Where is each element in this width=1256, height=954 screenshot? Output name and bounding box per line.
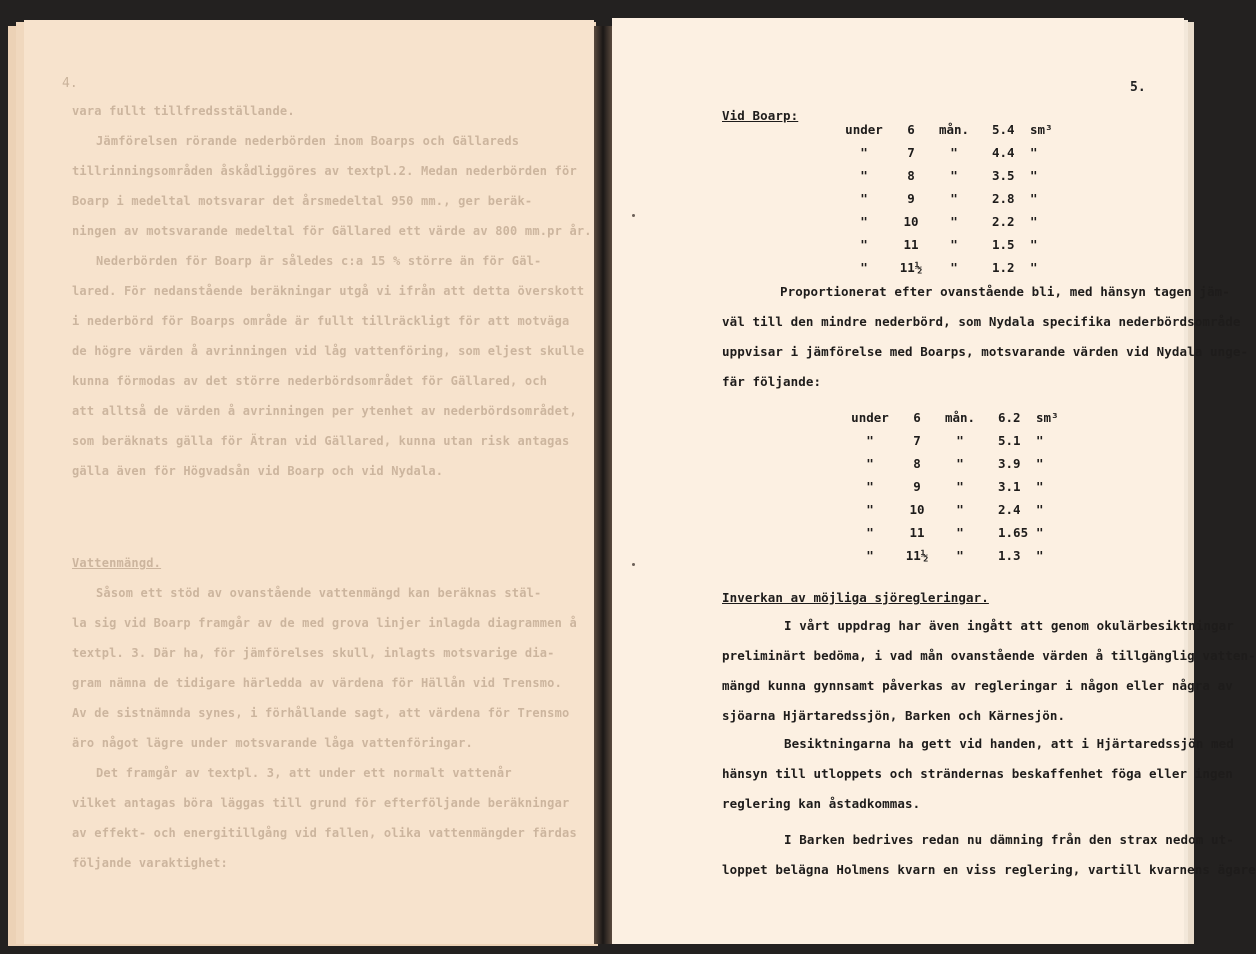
left-page-line: att alltså de värden å avrinningen per ytenhet av nederbördsområdet,	[72, 404, 577, 418]
paragraph-line: väl till den mindre nederbörd, som Nydala specifika nederbördsområde	[722, 314, 1241, 329]
punch-hole-mark	[632, 563, 635, 566]
left-page-line: av effekt- och energitillgång vid fallen, olika vattenmängder färdas	[72, 826, 577, 840]
left-page-line: Nederbörden för Boarp är således c:a 15 % större än för Gäl-	[96, 254, 542, 268]
table-cell: 3.1	[998, 479, 1021, 494]
table-cell: sm³	[1036, 410, 1059, 425]
left-page-line: Boarp i medeltal motsvarar det årsmedeltal 950 mm., ger beräk-	[72, 194, 533, 208]
table-cell: "	[866, 456, 874, 471]
table-cell: 8	[907, 168, 915, 183]
left-page-line: ningen av motsvarande medeltal för Gällared ett värde av 800 mm.pr år.	[72, 224, 592, 238]
table-cell: "	[956, 456, 964, 471]
left-page-line: Vattenmängd.	[72, 556, 162, 570]
table-cell: "	[950, 145, 958, 160]
left-page-line: Såsom ett stöd av ovanstående vattenmängd kan beräknas stäl-	[96, 586, 542, 600]
left-page-line: la sig vid Boarp framgår av de med grova linjer inlagda diagrammen å	[72, 616, 577, 630]
table-cell: "	[1030, 237, 1038, 252]
table-cell: "	[950, 260, 958, 275]
section-title-sjoregleringar: Inverkan av möjliga sjöregleringar.	[722, 590, 989, 605]
table-cell: "	[1030, 214, 1038, 229]
table-cell: 2.8	[992, 191, 1015, 206]
left-page-line: tillrinningsområden åskådliggöres av textpl.2. Medan nederbörden för	[72, 164, 577, 178]
table-cell: "	[1030, 145, 1038, 160]
left-page-line: Det framgår av textpl. 3, att under ett normalt vattenår	[96, 766, 512, 780]
table-cell: "	[866, 433, 874, 448]
paragraph-line: reglering kan åstadkommas.	[722, 796, 921, 811]
paragraph-line: fär följande:	[722, 374, 822, 389]
table-cell: 1.65	[998, 525, 1029, 540]
table-cell: "	[860, 191, 868, 206]
left-page-line: gälla även för Högvadsån vid Boarp och vid Nydala.	[72, 464, 444, 478]
right-page-number: 5.	[1130, 80, 1146, 95]
table-cell: 11	[903, 237, 919, 252]
table-cell: "	[860, 237, 868, 252]
section-title-vid-boarp: Vid Boarp:	[722, 108, 799, 123]
table-cell: "	[956, 525, 964, 540]
table-cell: "	[866, 548, 874, 563]
left-page-line: kunna förmodas av det större nederbördsområdet för Gällared, och	[72, 374, 548, 388]
table-cell: "	[1036, 525, 1044, 540]
table-cell: "	[950, 168, 958, 183]
table-cell: 8	[913, 456, 921, 471]
paragraph-line: preliminärt bedöma, i vad mån ovanstående värden å tillgänglig vatten-	[722, 648, 1256, 663]
table-cell: 10	[903, 214, 919, 229]
paragraph-line: I Barken bedrives redan nu dämning från den strax nedom ut-	[784, 832, 1234, 847]
table-cell: "	[866, 479, 874, 494]
table-cell: 5.4	[992, 122, 1015, 137]
paragraph-line: hänsyn till utloppets och strändernas beskaffenhet föga eller ingen	[722, 766, 1233, 781]
left-page-line: gram nämna de tidigare härledda av värdena för Hällån vid Trensmo.	[72, 676, 563, 690]
left-page-line: vilket antagas böra läggas till grund för efterföljande beräkningar	[72, 796, 570, 810]
paragraph-line: sjöarna Hjärtaredssjön, Barken och Kärnesjön.	[722, 708, 1066, 723]
left-page-line: följande varaktighet:	[72, 856, 228, 870]
table-cell: "	[956, 548, 964, 563]
table-cell: 1.5	[992, 237, 1015, 252]
table-cell: "	[860, 260, 868, 275]
book-spine	[594, 26, 612, 944]
table-cell: "	[950, 237, 958, 252]
table-cell: 11½	[905, 548, 929, 563]
table-cell: sm³	[1030, 122, 1053, 137]
paragraph-line: mängd kunna gynnsamt påverkas av regleringar i någon eller några av	[722, 678, 1233, 693]
table-cell: 11	[909, 525, 925, 540]
table-cell: "	[956, 479, 964, 494]
table-cell: 11½	[899, 260, 923, 275]
table-cell: 7	[907, 145, 915, 160]
table-cell: 3.9	[998, 456, 1021, 471]
table-cell: 4.4	[992, 145, 1015, 160]
left-page-line: vara fullt tillfredsställande.	[72, 104, 295, 118]
table-cell: "	[1030, 168, 1038, 183]
table-cell: "	[1030, 191, 1038, 206]
table-cell: 5.1	[998, 433, 1021, 448]
table-cell: under	[851, 410, 889, 425]
table-cell: 7	[913, 433, 921, 448]
right-page	[612, 18, 1256, 944]
table-cell: mån.	[944, 410, 976, 425]
table-cell: 6	[913, 410, 921, 425]
left-page-line: som beräknats gälla för Ätran vid Gällared, kunna utan risk antagas	[72, 434, 570, 448]
table-cell: "	[1036, 433, 1044, 448]
table-cell: "	[956, 433, 964, 448]
table-cell: 1.3	[998, 548, 1021, 563]
table-cell: "	[860, 145, 868, 160]
table-cell: "	[860, 168, 868, 183]
table-cell: 6	[907, 122, 915, 137]
punch-hole-mark	[632, 214, 635, 217]
paragraph-line: loppet belägna Holmens kvarn en viss reglering, vartill kvarnens ägare	[722, 862, 1256, 877]
table-cell: 1.2	[992, 260, 1015, 275]
paragraph-line: uppvisar i jämförelse med Boarps, motsvarande värden vid Nydala unge-	[722, 344, 1249, 359]
left-page-line: i nederbörd för Boarps område är fullt tillräckligt för att motväga	[72, 314, 570, 328]
table-cell: "	[950, 214, 958, 229]
table-cell: "	[1036, 502, 1044, 517]
table-cell: "	[1030, 260, 1038, 275]
table-cell: 6.2	[998, 410, 1021, 425]
left-page-line: textpl. 3. Där ha, för jämförelses skull, inlagts motsvarige dia-	[72, 646, 555, 660]
left-page-line: Av de sistnämnda synes, i förhållande sagt, att värdena för Trensmo	[72, 706, 570, 720]
left-page-line: Jämförelsen rörande nederbörden inom Boarps och Gällareds	[96, 134, 520, 148]
table-cell: "	[1036, 548, 1044, 563]
table-cell: "	[956, 502, 964, 517]
left-page-line: de högre värden å avrinningen vid låg vattenföring, som eljest skulle	[72, 344, 585, 358]
table-cell: 9	[907, 191, 915, 206]
table-cell: 9	[913, 479, 921, 494]
left-page	[24, 20, 594, 944]
table-cell: under	[845, 122, 883, 137]
table-cell: "	[1036, 479, 1044, 494]
left-page-line: äro något lägre under motsvarande låga vattenföringar.	[72, 736, 473, 750]
table-cell: "	[866, 502, 874, 517]
table-cell: "	[1036, 456, 1044, 471]
left-page-number: 4.	[62, 76, 78, 91]
paragraph-line: Besiktningarna ha gett vid handen, att i Hjärtaredssjön med	[784, 736, 1234, 751]
table-cell: "	[860, 214, 868, 229]
table-cell: "	[950, 191, 958, 206]
table-cell: 2.2	[992, 214, 1015, 229]
table-cell: 2.4	[998, 502, 1021, 517]
table-cell: mån.	[938, 122, 970, 137]
paragraph-line: Proportionerat efter ovanstående bli, med hänsyn tagen jäm-	[780, 284, 1230, 299]
table-cell: 3.5	[992, 168, 1015, 183]
left-page-line: lared. För nedanstående beräkningar utgå vi ifrån att detta överskott	[72, 284, 585, 298]
table-cell: "	[866, 525, 874, 540]
table-cell: 10	[909, 502, 925, 517]
paragraph-line: I vårt uppdrag har även ingått att genom okulärbesiktningar	[784, 618, 1234, 633]
